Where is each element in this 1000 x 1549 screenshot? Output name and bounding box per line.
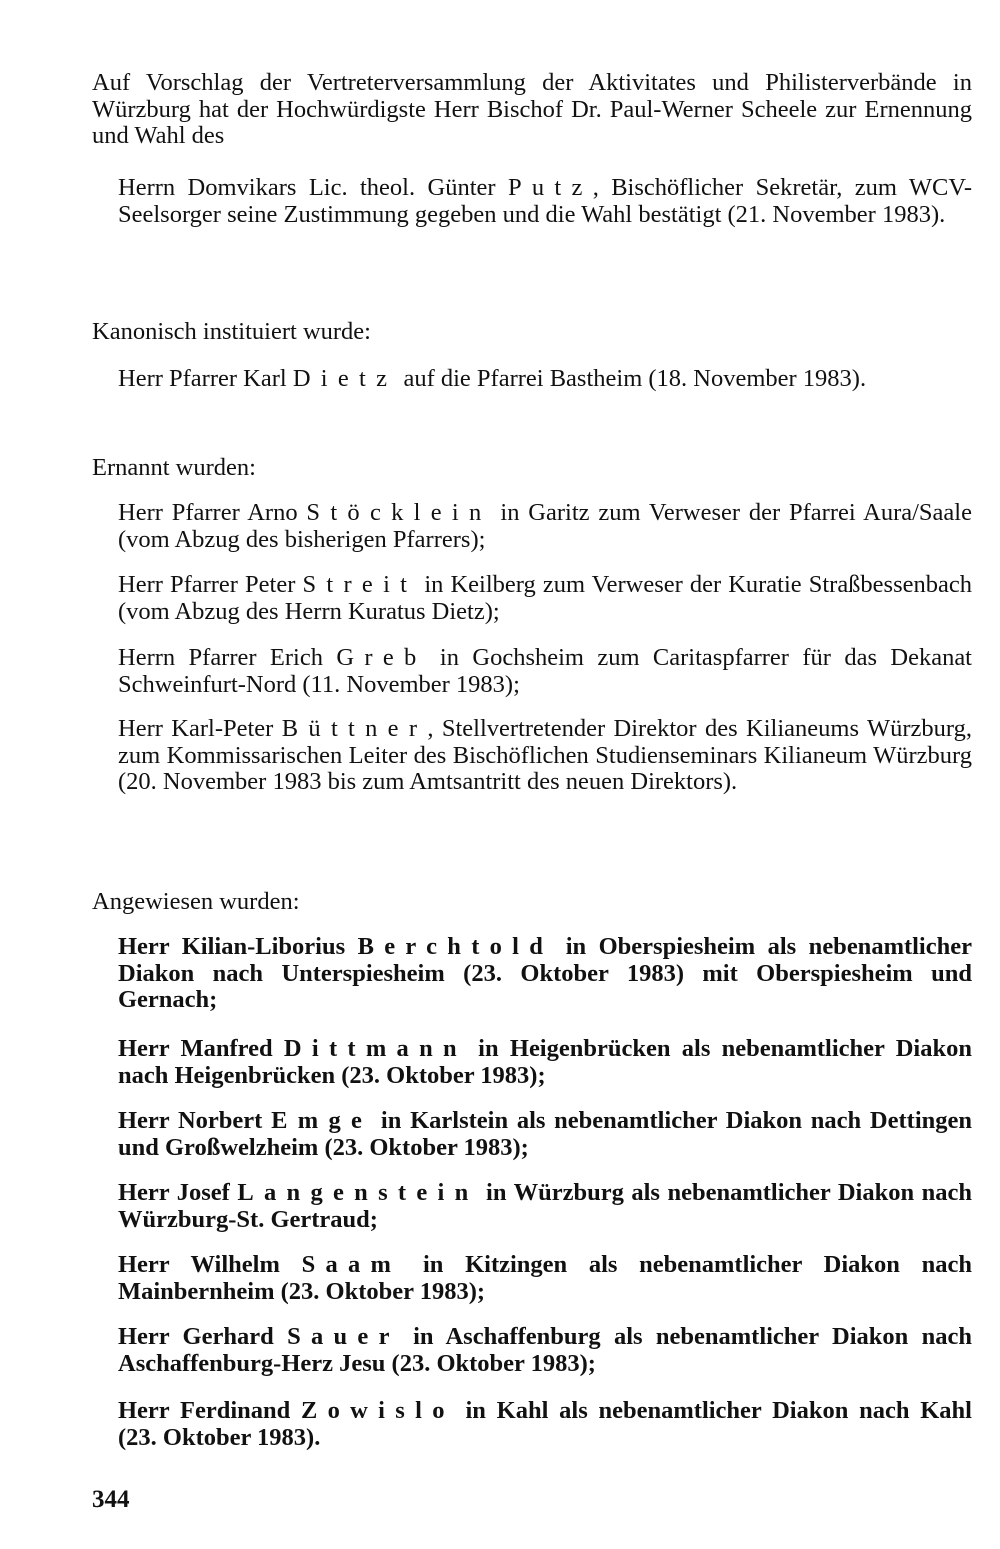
entry-pre: Herr Pfarrer Karl (118, 365, 293, 392)
entry-post: in Heigenbrücken als nebenamtlicher Diakon nach Heigenbrücken (23. Oktober 1983); (118, 1035, 972, 1089)
entry-dittmann (118, 1036, 972, 1089)
entry-name: Langenstein (237, 1179, 479, 1206)
entry-greb (118, 645, 972, 698)
entry-name: Saam (301, 1251, 402, 1278)
entry-name: Stöcklein (306, 499, 492, 526)
entry-pre: Herr Pfarrer Peter (118, 571, 303, 598)
entry-pre: Herr Kilian-Liborius (118, 933, 358, 960)
entry-name: Sauer (287, 1323, 400, 1350)
entry-dietz (118, 366, 972, 393)
entry-name: Emge (271, 1107, 373, 1134)
entry-emge (118, 1108, 972, 1161)
entry-post: , Stellvertretender Direktor des Kilianeums Würzburg, zum Kommissarischen Leiter des Bischöflichen Studienseminars Kilianeum Würzburg (20. November 1983 bis zum Amtsantritt des neuen Direktors). (118, 715, 972, 795)
entry-pre: Herr Josef (118, 1179, 238, 1206)
entry-pre: Herr Ferdinand (118, 1397, 302, 1424)
entry-sauer (118, 1324, 972, 1377)
entry-buettner (118, 716, 972, 796)
entry-name: Putz (507, 174, 593, 201)
entry-streit (118, 572, 972, 625)
entry-saam (118, 1252, 972, 1305)
entry-post: in Kahl als nebenamtlicher Diakon nach Kahl (23. Oktober 1983). (118, 1397, 972, 1451)
page-number: 344 (92, 1486, 130, 1513)
heading-angewiesen: Angewiesen wurden: (92, 888, 300, 915)
entry-berchtold (118, 934, 972, 1014)
entry-langenstein (118, 1180, 972, 1233)
entry-putz (118, 175, 972, 228)
entry-post: , Bischöflicher Sekretär, zum WCV-Seelsorger seine Zustimmung gegeben und die Wahl bestätigt (21. November 1983). (118, 174, 972, 228)
entry-pre: Herrn Domvikars Lic. theol. Günter (118, 174, 508, 201)
entry-name: Büttner (281, 715, 428, 742)
entry-post: in Kitzingen als nebenamtlicher Diakon nach Mainbernheim (23. Oktober 1983); (118, 1251, 972, 1305)
entry-name: Streit (302, 571, 418, 598)
intro-paragraph: Auf Vorschlag der Vertreterversammlung der Aktivitates und Philisterverbände in Würzburg hat der Hochwürdigste Herr Bischof Dr. Paul-Werner Scheele zur Ernennung und Wahl des (92, 69, 972, 149)
entry-post: in Aschaffenburg als nebenamtlicher Diakon nach Aschaffenburg-Herz Jesu (23. Oktober 1983); (118, 1323, 972, 1377)
entry-post: in Oberspiesheim als nebenamtlicher Diakon nach Unterspiesheim (23. Oktober 1983) mit Oberspiesheim und Gernach; (118, 933, 972, 1013)
entry-post: in Gochsheim zum Caritaspfarrer für das Dekanat Schweinfurt-Nord (11. November 1983); (118, 644, 972, 698)
entry-zowislo (118, 1398, 972, 1451)
entry-post: in Keilberg zum Verweser der Kuratie Straßbessenbach (vom Abzug des Herrn Kuratus Dietz); (118, 571, 973, 625)
entry-name: Greb (336, 644, 427, 671)
entry-pre: Herr Wilhelm (118, 1251, 302, 1278)
entry-name: Zowislo (301, 1397, 455, 1424)
heading-kanonisch: Kanonisch instituiert wurde: (92, 318, 371, 345)
entry-pre: Herrn Pfarrer Erich (118, 644, 337, 671)
entry-stoecklein (118, 500, 972, 553)
entry-pre: Herr Manfred (118, 1035, 284, 1062)
entry-pre: Herr Norbert (118, 1107, 272, 1134)
entry-post: in Garitz zum Verweser der Pfarrei Aura/Saale (vom Abzug des bisherigen Pfarrers); (118, 499, 972, 553)
heading-ernannt: Ernannt wurden: (92, 454, 256, 481)
entry-pre: Herr Karl-Peter (118, 715, 282, 742)
entry-name: Dietz (292, 365, 398, 392)
entry-name: Berchtold (357, 933, 554, 960)
entry-name: Dittmann (283, 1035, 467, 1062)
entry-post: in Karlstein als nebenamtlicher Diakon nach Dettingen und Großwelzheim (23. Oktober 1983); (118, 1107, 972, 1161)
entry-pre: Herr Gerhard (118, 1323, 288, 1350)
entry-post: auf die Pfarrei Bastheim (18. November 1983). (397, 365, 867, 392)
entry-post: in Würzburg als nebenamtlicher Diakon nach Würzburg-St. Gertraud; (118, 1179, 972, 1233)
entry-pre: Herr Pfarrer Arno (118, 499, 307, 526)
